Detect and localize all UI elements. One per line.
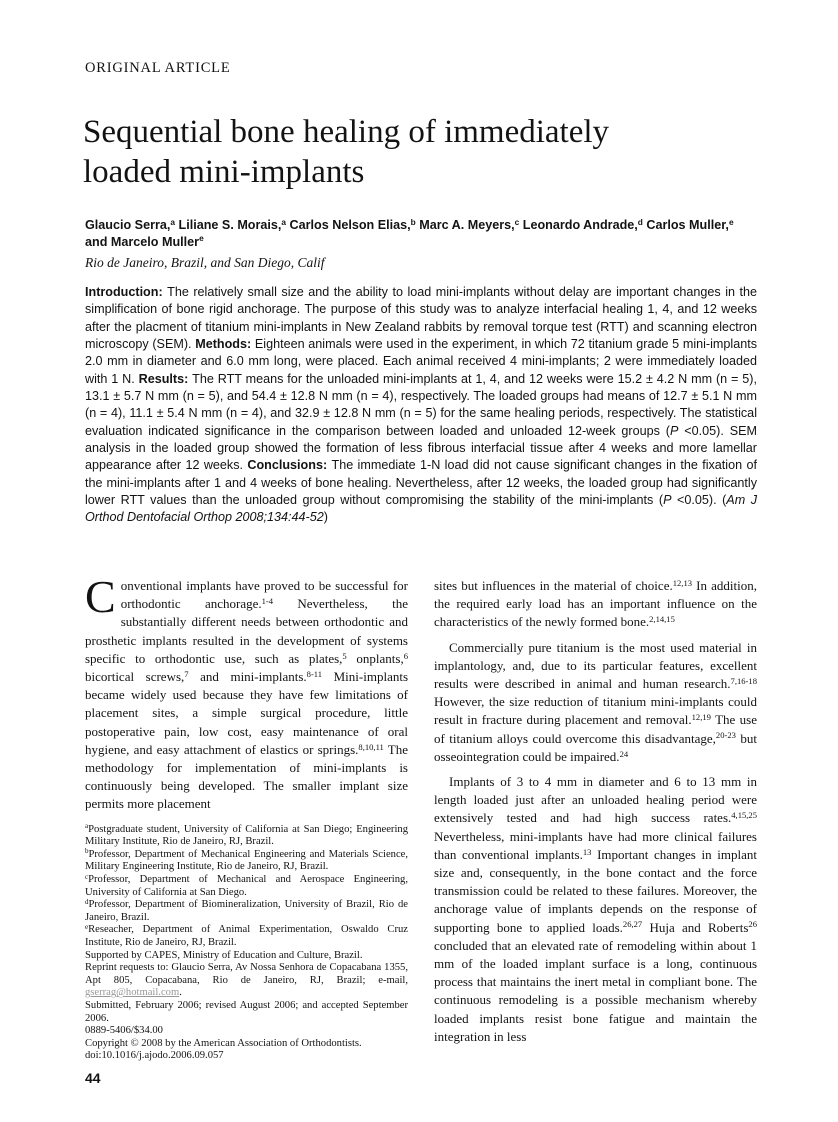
abstract: Introduction: The relatively small size and the ability to load mini-implants without delay are important changes in the simplification of bone rigid anchorage. The purpose of this study was to analyze interfacial healing 1, 4, and 12 weeks after the placment of titanium mini-implants in New Zealand rabbits by removal torque test (RTT) and scanning electron microscopy (SEM). Methods: Eighteen animals were used in the experiment, in which 72 titanium grade 5 mini-implants 2.0 mm in diameter and 6.0 mm long, were placed. Each animal received 4 mini-implants; 2 were immediately loaded with 1 N. Results: The RTT means for the unloaded mini-implants at 1, 4, and 12 weeks were 15.2 ± 4.2 N mm (n = 5), 13.1 ± 5.7 N mm (n = 5), and 54.4 ± 12.8 N mm (n = 4), respectively. The loaded groups had means of 12.7 ± 5.1 N mm (n = 4), 11.1 ± 5.4 N mm (n = 4), and 32.9 ± 12.8 N mm (n = 5) for the same healing periods, respectively. The statistical evaluation indicated significance in the comparison between loaded and unloaded 12-week groups (P <0.05). SEM analysis in the loaded group showed the formation of less fibrous interfacial tissue after 4 weeks and more lamellar appearance after 12 weeks. Conclusions: The immediate 1-N load did not cause significant changes in the fixation of the mini-implants after 1 and 4 weeks of bone healing. Nevertheless, after 12 weeks, the loaded group had significantly lower RTT values than the unloaded group without compromising the stability of the mini-implants (P <0.05). (Am J Orthod Dentofacial Orthop 2008;134:44-52) (85, 285, 758, 525)
drop-cap: C (85, 571, 116, 622)
right-column (434, 577, 757, 1063)
body-paragraph-2: sites but influences in the material of choice.$^{12,13}$ In addition, the required early load has an important influence on the characteristics of the newly formed bone.$^{2,14,15}$ (434, 577, 757, 630)
author-line: Glaucio Serra,$^a$ Liliane S. Morais,$^a$ Carlos Nelson Elias,$^b$ Marc A. Meyers,$^c$ Leonardo Andrade,$^d$ Carlos Muller,$^e$ and Marcelo Muller$^e$ (85, 216, 734, 249)
footnote-d: $^d$Professor, Department of Biomineralization, University of Brazil, Rio de Janeiro, Brazil. (85, 897, 408, 923)
footnote-doi: doi:10.1016/j.ajodo.2006.09.057 (85, 1050, 224, 1062)
footnote-reprint-requests: Reprint requests to: Glaucio Serra, Av Nossa Senhora de Copacabana 1355, Apt 805, Copacabana, Rio de Janeiro, RJ, Brazil; e-mail, gserrag@hotmail.com. (85, 962, 408, 999)
footnote-a: $^a$Postgraduate student, University of California at San Diego; Engineering Military Institute, Rio de Janeiro, RJ, Brazil. (85, 822, 408, 848)
footnote-support: Supported by CAPES, Ministry of Education and Culture, Brazil. (85, 949, 363, 961)
footnote-b: $^b$Professor, Department of Mechanical Engineering and Materials Science, Military Engineering Institute, Rio de Janeiro, RJ, Brazil. (85, 847, 408, 873)
article-type-label: ORIGINAL ARTICLE (85, 60, 231, 76)
footnote-dates: Submitted, February 2006; revised August 2006; and accepted September 2006. (85, 999, 408, 1024)
page-number: 44 (85, 1070, 101, 1086)
byline-block (85, 217, 757, 271)
left-column (85, 571, 409, 1063)
footnote-copyright: Copyright © 2008 by the American Association of Orthodontists. (85, 1037, 362, 1049)
body-paragraph-3: Commercially pure titanium is the most used material in implantology, and, due to its particular features, excellent results were described in animal and human research.$^{7,16-18}$ However, the size reduction of titanium mini-implants could result in fracture during placement and removal.$^{12,19}$ The use of titanium alloys could overcome this disadvantage,$^{20-23}$ but osseointegration could be impaired.$^{24}$ (434, 639, 757, 764)
footnotes-block (85, 824, 408, 1063)
intro-paragraph-text: onventional implants have proved to be successful for orthodontic anchorage.$^{1-4}$ Nevertheless, the substantially different needs between orthodontic and prosthetic implants resulted in the development of systems specific to orthodontic use, such as plates,$^5$ onplants,$^6$ bicortical screws,$^7$ and mini-implants.$^{8-11}$ Mini-implants became widely used because they have few limitations of placement sites, a simple surgical procedure, little postoperative pain, low cost, easy maintenance of oral hygiene, and easy attachment of elastics or springs.$^{8,10,11}$ The methodology for implementation of mini-implants is continuously being developed. The smaller implant size permits more placement (85, 578, 409, 812)
body-paragraph-4: Implants of 3 to 4 mm in diameter and 6 to 13 mm in length loaded just after an unloaded healing period were extensively tested and had high success rates.$^{4,15,25}$ Nevertheless, mini-implants have had more clinical failures than conventional implants.$^{13}$ Important changes in implant size and, consequently, in the bone contact and the force transmission could be related to these failures. Moreover, the anchorage value of implants depends on the response of supporting bone to applied loads.$^{26,27}$ Huja and Roberts$^{26}$ concluded that an elevated rate of remodeling within about 1 mm of the loaded implant surface is a long, continuous process that maintains the inert metal in compliant bone. The continuous remodeling is a possible mechanism whereby loaded implants resist bone fatigue and maintain the integration in less (434, 774, 757, 1044)
paper-title-line-1: Sequential bone healing of immediately (83, 114, 610, 150)
body-paragraph-intro (85, 571, 409, 814)
paper-title-line-2: loaded mini-implants (83, 154, 365, 190)
paper-title (83, 112, 609, 192)
affiliation-line: Rio de Janeiro, Brazil, and San Diego, Calif (85, 255, 325, 270)
footnote-e: $^e$Reseacher, Department of Animal Experimentation, Oswaldo Cruz Institute, Rio de Janeiro, RJ, Brazil. (85, 922, 408, 948)
footnote-price-code: 0889-5406/$34.00 (85, 1025, 163, 1037)
footnote-c: $^c$Professor, Department of Mechanical and Aerospace Engineering, University of California at San Diego. (85, 872, 408, 898)
email-link[interactable]: gserrag@hotmail.com (85, 987, 180, 999)
two-column-body (85, 571, 757, 1063)
